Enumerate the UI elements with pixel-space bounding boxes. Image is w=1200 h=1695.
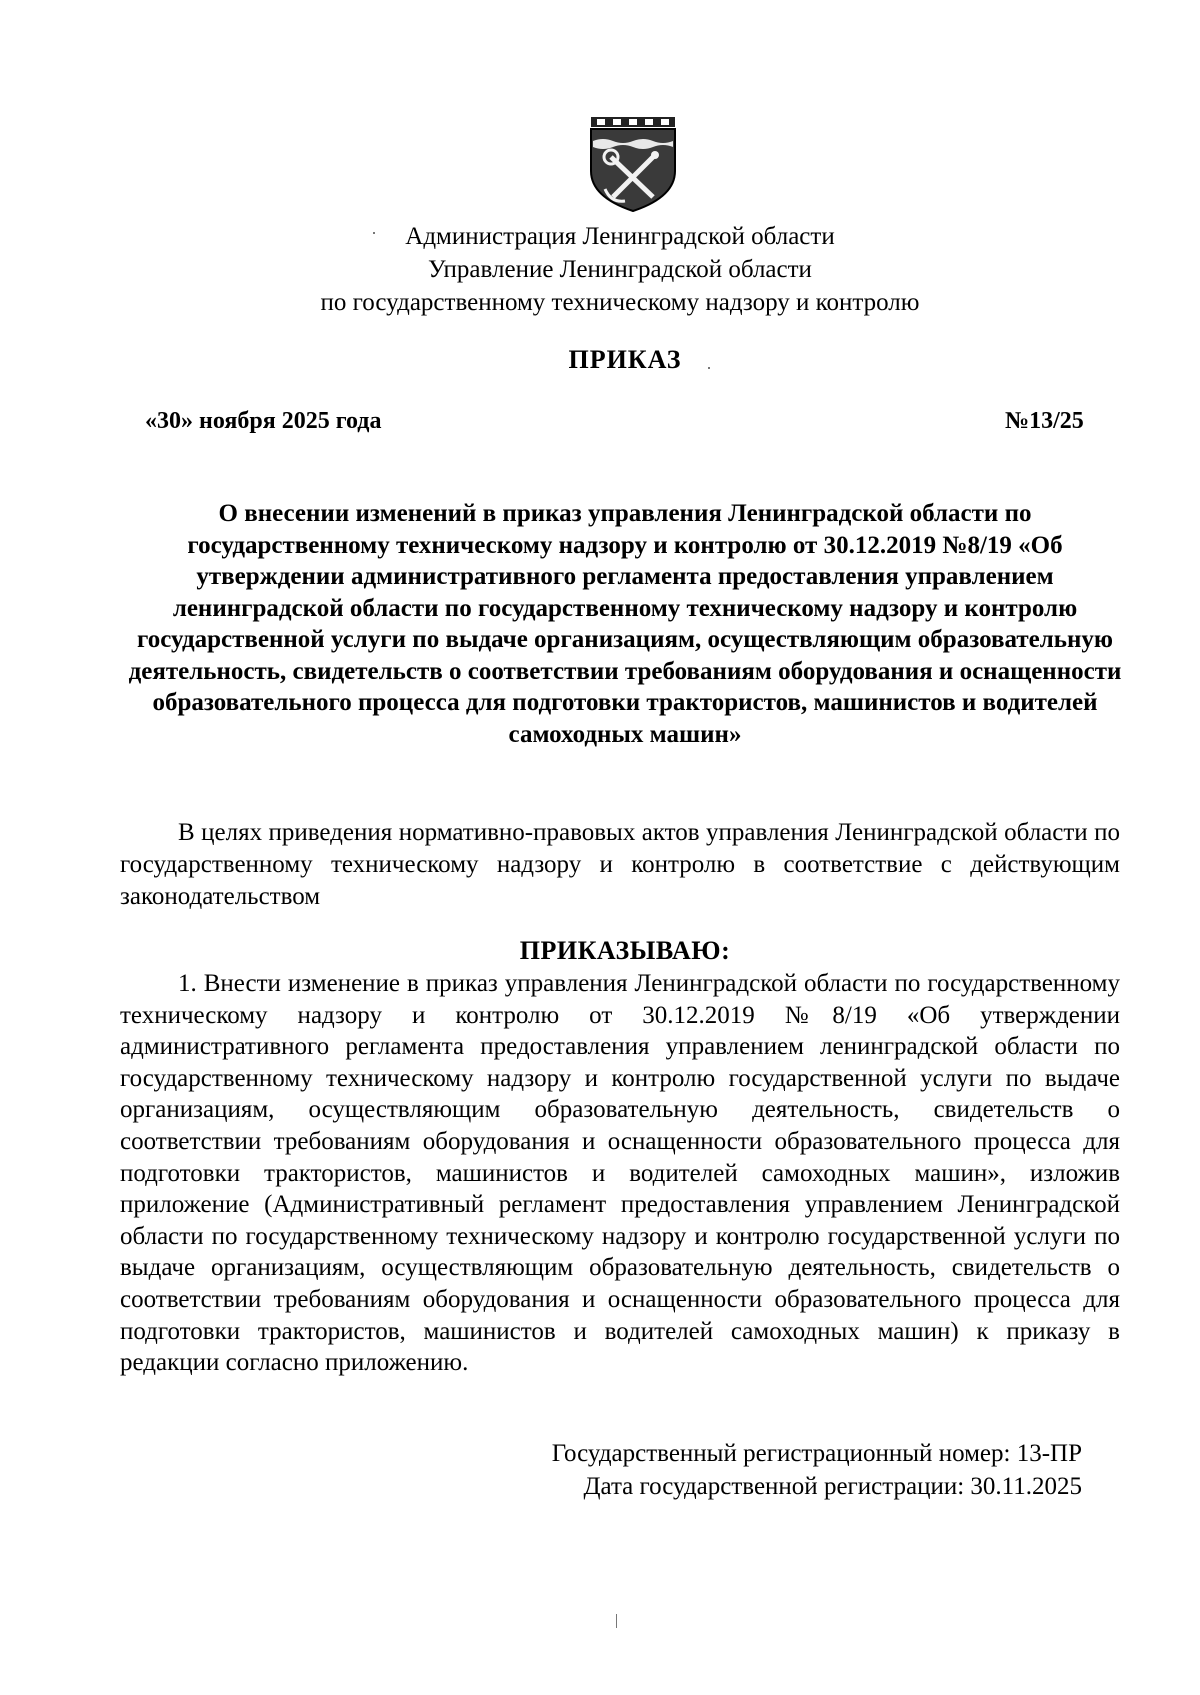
registration-number: Государственный регистрационный номер: 13-ПР — [551, 1440, 1082, 1467]
issuer-department: Управление Ленинградской области — [428, 256, 812, 283]
order-number: №13/25 — [1005, 408, 1084, 434]
scan-speck — [708, 367, 710, 369]
order-date: «30» ноября 2025 года — [145, 408, 382, 434]
document-title: ПРИКАЗ — [568, 345, 682, 374]
scan-speck — [373, 232, 375, 234]
preamble-paragraph: В целях приведения нормативно-правовых актов управления Ленинградской области по государственному техническому надзору и контролю в соответствие с действующим законодательством — [120, 819, 1120, 910]
registration-block — [552, 1437, 1082, 1503]
issuer-department-scope: по государственному техническому надзору и контролю — [320, 289, 920, 316]
coat-of-arms-icon — [583, 113, 683, 213]
order-clause-1: 1. Внести изменение в приказ управления Ленинградской области по государственному техническому надзору и контролю от 30.12.2019 №8/19 «Об утверждении административного регламента предоставления управлением ленинградской области по государственному техническому надзору и контролю государственной услуги по выдаче организациям, осуществляющим образовательную деятельность, свидетельств о соответствии требованиям оборудования и оснащенности образовательного процесса для подготовки трактористов, машинистов и водителей самоходных машин», изложив приложение (Административный регламент предоставления управлением Ленинградской области по государственному техническому надзору и контролю государственной услуги по выдаче организациям, осуществляющим образовательную деятельность, свидетельств о соответствии требованиям оборудования и оснащенности образовательного процесса для подготовки трактористов, машинистов и водителей самоходных машин) к приказу в редакции согласно приложению. — [120, 970, 1120, 1377]
order-subject: О внесении изменений в приказ управления Ленинградской области по государственному техническому надзору и контролю от 30.12.2019 №8/19 «Об утверждении административного регламента предоставления управлением ленинградской области по государственному техническому надзору и контролю государственной услуги по выдаче организациям, осуществляющим образовательную деятельность, свидетельств о соответствии требованиям оборудования и оснащенности образовательного процесса для подготовки трактористов, машинистов и водителей самоходных машин» — [128, 500, 1122, 748]
issuer-header — [250, 220, 990, 319]
scan-speck — [616, 1614, 617, 1628]
registration-date: Дата государственной регистрации: 30.11.2025 — [583, 1473, 1082, 1500]
issuer-administration: Администрация Ленинградской области — [405, 223, 835, 250]
order-directive-heading: ПРИКАЗЫВАЮ: — [519, 936, 731, 965]
